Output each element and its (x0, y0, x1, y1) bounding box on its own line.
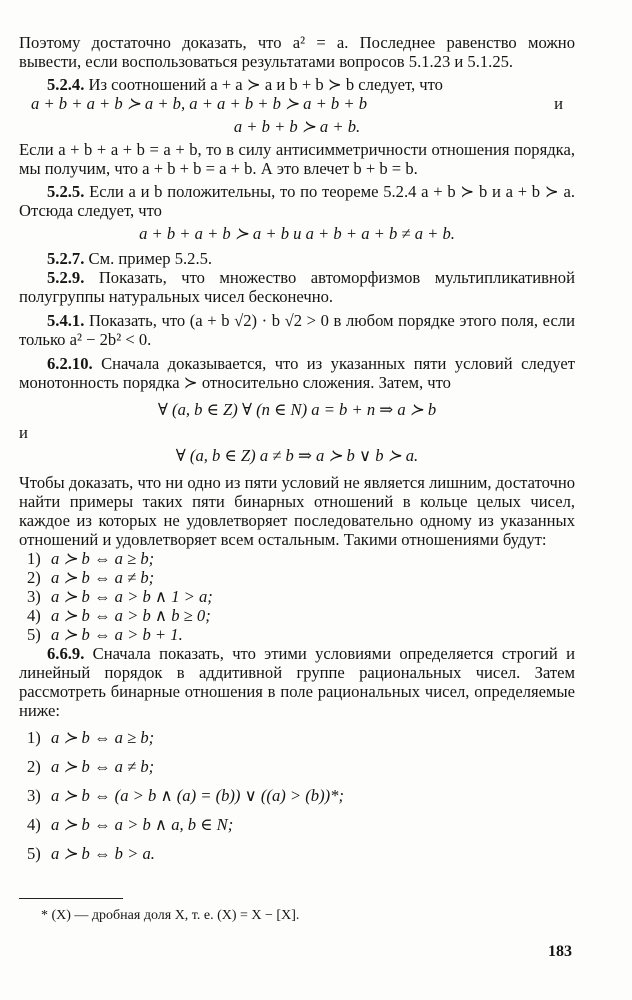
list-item: 3) a ≻ b ⇔ (a > b ∧ (a) = (b)) ∨ ((a) > (b))*; (27, 786, 344, 805)
formula-row (19, 94, 575, 113)
answer-number: 5.2.9. (47, 268, 85, 287)
list-item: 5) a ≻ b ⇔ a > b + 1. (27, 625, 183, 644)
answer-5-2-7 (19, 249, 575, 268)
list-item: 4) a ≻ b ⇔ a > b ∧ b ≥ 0; (27, 606, 211, 625)
formula: a + b + b ≻ a + b. (233, 117, 361, 136)
footnote-rule (19, 898, 123, 899)
answer-5-2-5 (19, 182, 575, 220)
list-item: 5) a ≻ b ⇔ b > a. (27, 844, 155, 863)
answer-5-2-4 (19, 75, 575, 94)
answer-text: См. пример 5.2.5. (88, 249, 213, 268)
answer-5-2-9 (19, 268, 575, 306)
answer-number: 5.2.4. (47, 75, 85, 94)
answer-text: Показать, что множество автоморфизмов мультипликативной полугруппы натуральных чисел бесконечно. (19, 268, 575, 306)
formula: ∀ (a, b ∈ Z) a ≠ b ⇒ a ≻ b ∨ b ≻ a. (175, 446, 419, 465)
list-item: 2) a ≻ b ⇔ a ≠ b; (27, 568, 155, 587)
connector-and: и (554, 94, 563, 113)
answer-number: 6.6.9. (47, 644, 85, 663)
paragraph: Чтобы доказать, что ни одно из пяти условий не является лишним, достаточно найти примеры таких пяти бинарных отношений в кольце целых чисел, каждое из которых не удовлетворяет последовательно одному из указанных отношений и удовлетворяет всем остальным. Такими отношениями будут: (19, 473, 575, 549)
answer-text: Сначала показать, что этими условиями определяется строгий и линейный порядок в аддитивной группе рациональных чисел. Затем рассмотреть бинарные отношения в поле рациональных чисел, определяемые ниже: (19, 644, 575, 720)
list-item: 3) a ≻ b ⇔ a > b ∧ 1 > a; (27, 587, 213, 606)
list-item: 1) a ≻ b ⇔ a ≥ b; (27, 549, 155, 568)
footnote: * (X) — дробная доля X, т. е. (X) = X − [X]. (41, 908, 300, 923)
answer-text: Показать, что (a + b √2) · b √2 > 0 в любом порядке этого поля, если только a² − 2b² < 0. (19, 311, 575, 349)
list-item: 4) a ≻ b ⇔ a > b ∧ a, b ∈ N; (27, 815, 234, 834)
answer-6-6-9 (19, 644, 575, 720)
paragraph: Если a + b + a + b = a + b, то в силу антисимметричности отношения порядка, мы получим, что a + b + b = a + b. А это влечет b + b = b. (19, 140, 575, 178)
answer-number: 5.4.1. (47, 311, 85, 330)
page-body (19, 33, 575, 873)
answer-text: Из соотношений a + a ≻ a и b + b ≻ b следует, что (88, 75, 443, 94)
answer-text: Сначала доказывается, что из указанных пяти условий следует монотонность порядка ≻ относительно сложения. Затем, что (19, 354, 576, 392)
answer-5-4-1 (19, 311, 575, 349)
relation-list (19, 549, 575, 644)
connector-and: и (19, 423, 28, 442)
formula: ∀ (a, b ∈ Z) ∀ (n ∈ N) a = b + n ⇒ a ≻ b (157, 400, 437, 419)
list-item: 2) a ≻ b ⇔ a ≠ b; (27, 757, 155, 776)
answer-number: 5.2.5. (47, 182, 85, 201)
formula: a + b + a + b ≻ a + b, a + a + b + b ≻ a + b + b (31, 94, 368, 113)
intro-paragraph: Поэтому достаточно доказать, что a² = a. Последнее равенство можно вывести, если воспользоваться результатами вопросов 5.1.23 и 5.1.25. (19, 33, 575, 71)
answer-6-2-10 (19, 354, 575, 392)
list-item: 1) a ≻ b ⇔ a ≥ b; (27, 728, 155, 747)
page-number: 183 (548, 943, 572, 960)
relation-list (19, 728, 575, 863)
answer-number: 5.2.7. (47, 249, 85, 268)
formula: a + b + a + b ≻ a + b и a + b + a + b ≠ a + b. (139, 224, 455, 243)
answer-number: 6.2.10. (47, 354, 93, 373)
answer-text: Если a и b положительны, то по теореме 5.2.4 a + b ≻ b и a + b ≻ a. Отсюда следует, что (19, 182, 575, 220)
